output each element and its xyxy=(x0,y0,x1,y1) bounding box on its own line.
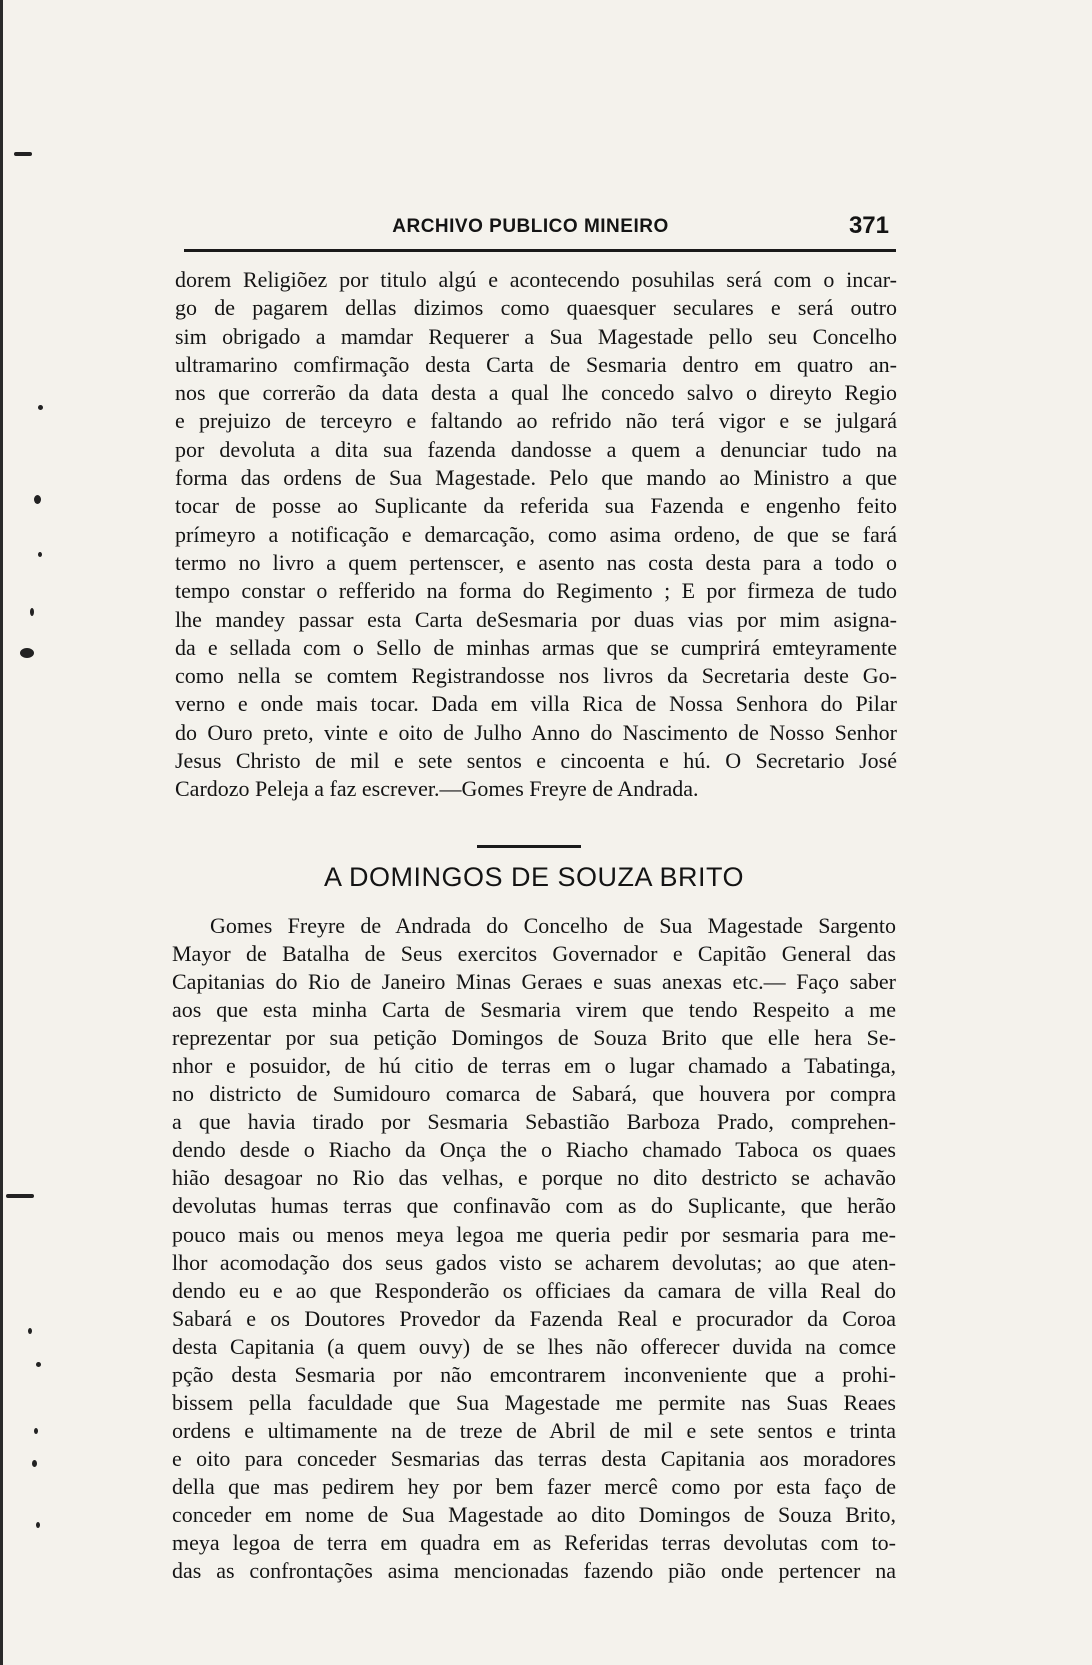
text-line: a que havia tirado por Sesmaria Sebastião Barboza Prado, comprehen- xyxy=(172,1109,896,1135)
text-line: pouco mais ou menos meya legoa me queria pedir por sesmaria para me- xyxy=(172,1221,896,1247)
text-line: desta Capitania (a quem ouvy) de se lhes não offerecer duvida na comce xyxy=(172,1333,896,1359)
text-line: Jesus Christo de mil e sete sentos e cincoenta e hú. O Secretario José xyxy=(175,748,897,774)
section-divider xyxy=(477,845,581,848)
running-header-title: ARCHIVO PUBLICO MINEIRO xyxy=(392,216,669,237)
text-line: e oito para conceder Sesmarias das terras desta Capitania aos moradores xyxy=(172,1445,896,1471)
text-line: aos que esta minha Carta de Sesmaria virem que tendo Respeito a me xyxy=(172,997,896,1023)
text-line: nhor e posuidor, de hú citio de terras em o lugar chamado a Tabatinga, xyxy=(172,1053,896,1079)
text-line: sim obrigado a mamdar Requerer a Sua Magestade pello seu Concelho xyxy=(175,323,897,349)
text-line: prímeyro a notificação e demarcação, como asima ordeno, de que se fará xyxy=(175,521,897,547)
text-line: nos que correrão da data desta a qual lhe concedo salvo o direyto Regio xyxy=(175,380,897,406)
text-line: reprezentar por sua petição Domingos de Souza Brito que elle hera Se- xyxy=(172,1025,896,1051)
text-line: lhor acomodação dos seus gados visto se acharem devolutas; ao que aten- xyxy=(172,1249,896,1275)
text-line: conceder em nome de Sua Magestade ao dito Domingos de Souza Brito, xyxy=(172,1501,896,1527)
text-line: das as confrontações asima mencionadas fazendo pião onde pertencer na xyxy=(172,1558,896,1584)
section-heading: A DOMINGOS DE SOUZA BRITO xyxy=(323,862,745,892)
text-line: no districto de Sumidouro comarca de Sabará, que houvera por compra xyxy=(172,1081,896,1107)
text-line: lhe mandey passar esta Carta deSesmaria por duas vias por mim asigna- xyxy=(175,606,897,632)
text-line: ordens e ultimamente na de treze de Abril de mil e sete sentos e trinta xyxy=(172,1417,896,1443)
text-line: meya legoa de terra em quadra em as Referidas terras devolutas com to- xyxy=(172,1530,896,1556)
text-line: pção desta Sesmaria por não emcontrarem inconveniente que a prohi- xyxy=(172,1361,896,1387)
text-line: Sabará e os Doutores Provedor da Fazenda Real e procurador da Coroa xyxy=(172,1305,896,1331)
text-line: do Ouro preto, vinte e oito de Julho Anno do Nascimento de Nosso Senhor xyxy=(175,719,897,745)
text-line: da e sellada com o Sello de minhas armas que se cumprirá emteyramente xyxy=(175,634,897,660)
text-line: ultramarino comfirmação desta Carta de Sesmaria dentro em quatro an- xyxy=(175,351,897,377)
page-edge-shadow xyxy=(0,0,3,1665)
text-line: bissem pella faculdade que Sua Magestade me permite nas Suas Reaes xyxy=(172,1389,896,1415)
running-header xyxy=(168,210,893,250)
text-block-first xyxy=(175,266,897,804)
text-line: Mayor de Batalha de Seus exercitos Governador e Capitão General das xyxy=(172,941,896,967)
text-line: forma das ordens de Sua Magestade. Pelo que mando ao Ministro a que xyxy=(175,465,897,491)
text-line: tocar de posse ao Suplicante da referida sua Fazenda e engenho feito xyxy=(175,493,897,519)
text-line: como nella se comtem Registrandosse nos livros da Secretaria deste Go- xyxy=(175,663,897,689)
text-line: go de pagarem dellas dizimos como quaesquer seculares e será outro xyxy=(175,295,897,321)
text-block-second xyxy=(172,912,896,1585)
text-line: e prejuizo de terceyro e faltando ao refrido não terá vigor e se julgará xyxy=(175,408,897,434)
text-line: termo no livro a quem pertenscer, e asento nas costa desta para a todo o xyxy=(175,549,897,575)
text-line: Cardozo Peleja a faz escrever.—Gomes Freyre de Andrada. xyxy=(175,776,699,802)
text-line: hião desagoar no Rio das velhas, e porque no dito destricto se achavão xyxy=(172,1165,896,1191)
text-line: Capitanias do Rio de Janeiro Minas Geraes e suas anexas etc.— Faço saber xyxy=(172,969,896,995)
header-rule xyxy=(184,249,896,252)
page-number: 371 xyxy=(848,212,889,239)
text-line: Gomes Freyre de Andrada do Concelho de Sua Magestade Sargento xyxy=(210,913,896,938)
text-line: por devoluta a dita sua fazenda dandosse a quem a denunciar tudo na xyxy=(175,436,897,462)
text-line: tempo constar o refferido na forma do Regimento ; E por firmeza de tudo xyxy=(175,578,897,604)
text-line: verno e onde mais tocar. Dada em villa Rica de Nossa Senhora do Pilar xyxy=(175,691,897,717)
text-line: dendo eu e ao que Responderão os officiaes da camara de villa Real do xyxy=(172,1277,896,1303)
text-line: della que mas pedirem hey por bem fazer mercê como por esta faço de xyxy=(172,1473,896,1499)
text-line: dorem Religiõez por titulo algú e acontecendo posuhilas será com o incar- xyxy=(175,267,897,292)
text-line: dendo desde o Riacho da Onça the o Riacho chamado Taboca os quaes xyxy=(172,1137,896,1163)
text-line: devolutas humas terras que confinavão com as do Suplicante, que herão xyxy=(172,1193,896,1219)
